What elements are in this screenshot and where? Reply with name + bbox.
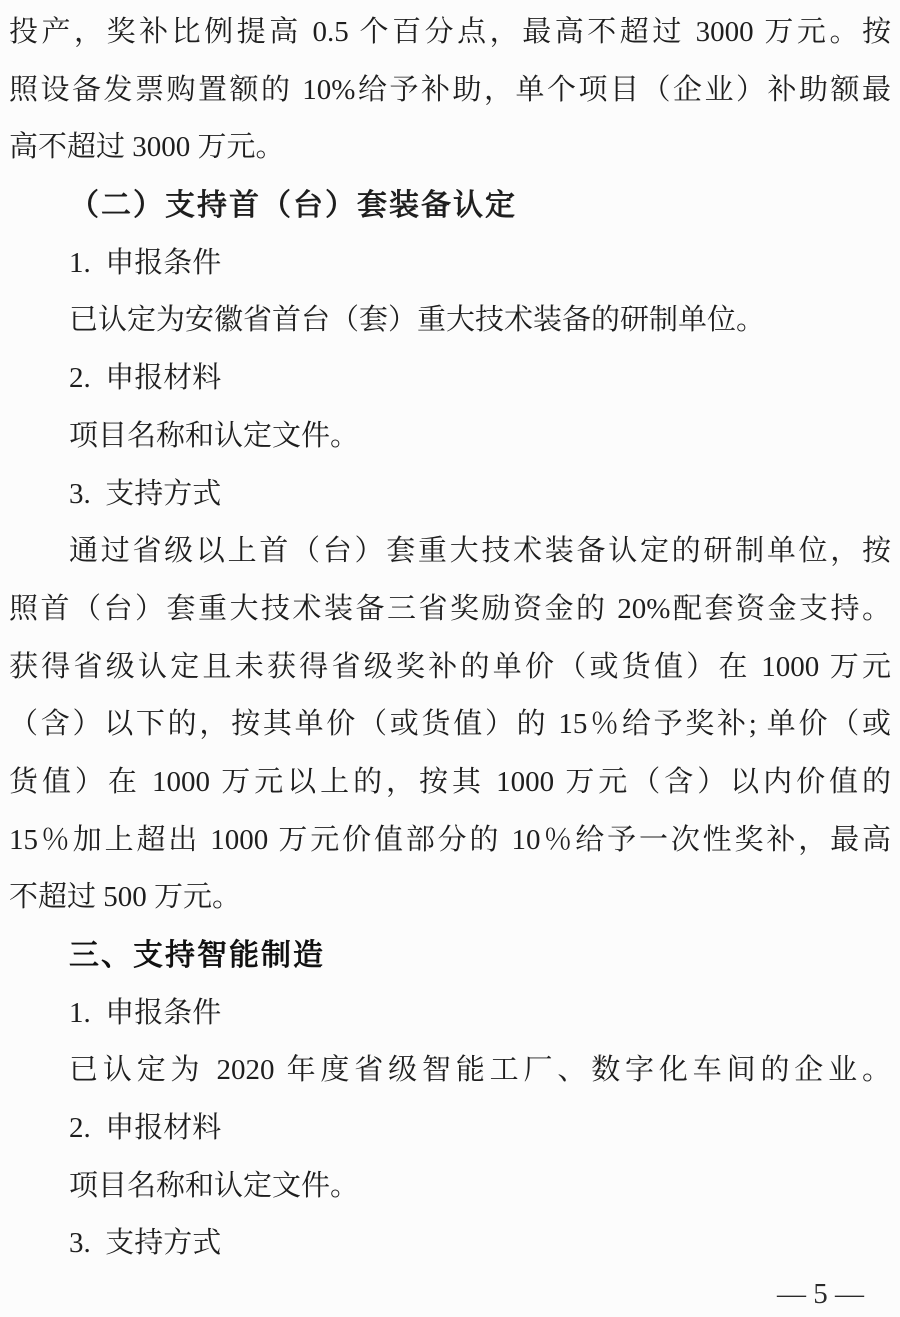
text-line: 照首（台）套重大技术装备三省奖励资金的 20%配套资金支持。 — [9, 592, 891, 625]
text-line: 15％加上超出 1000 万元价值部分的 10％给予一次性奖补，最高 — [9, 823, 891, 856]
text-line: 2. 申报材料 — [69, 1112, 222, 1145]
page-number: — 5 — — [777, 1278, 864, 1310]
text-line: 1. 申报条件 — [69, 246, 222, 279]
text-line: 1. 申报条件 — [69, 996, 222, 1029]
text-line: 已认定为 2020 年度省级智能工厂、数字化车间的企业。 — [69, 1054, 891, 1087]
text-line: 项目名称和认定文件。 — [69, 419, 360, 452]
text-line: 3. 支持方式 — [69, 477, 222, 510]
text-line: （含）以下的，按其单价（或货值）的 15％给予奖补; 单价（或 — [9, 708, 891, 741]
text-line: 不超过 500 万元。 — [9, 881, 242, 914]
text-line: 已认定为安徽省首台（套）重大技术装备的研制单位。 — [69, 304, 766, 337]
text-line: 项目名称和认定文件。 — [69, 1169, 360, 1202]
section-heading: （二）支持首（台）套装备认定 — [69, 189, 517, 223]
text-line: 3. 支持方式 — [69, 1227, 222, 1260]
text-line: 投产，奖补比例提高 0.5 个百分点，最高不超过 3000 万元。按 — [9, 16, 891, 48]
text-line: 高不超过 3000 万元。 — [9, 131, 285, 164]
section-heading: 三、支持智能制造 — [69, 939, 325, 972]
text-line: 货值）在 1000 万元以上的，按其 1000 万元（含）以内价值的 — [9, 765, 891, 798]
document-body — [9, 4, 891, 1273]
text-line: 照设备发票购置额的 10%给予补助，单个项目（企业）补助额最 — [9, 73, 891, 106]
text-line: 2. 申报材料 — [69, 362, 222, 395]
text-line: 获得省级认定且未获得省级奖补的单价（或货值）在 1000 万元 — [9, 650, 891, 683]
text-line: 通过省级以上首（台）套重大技术装备认定的研制单位，按 — [69, 535, 891, 568]
